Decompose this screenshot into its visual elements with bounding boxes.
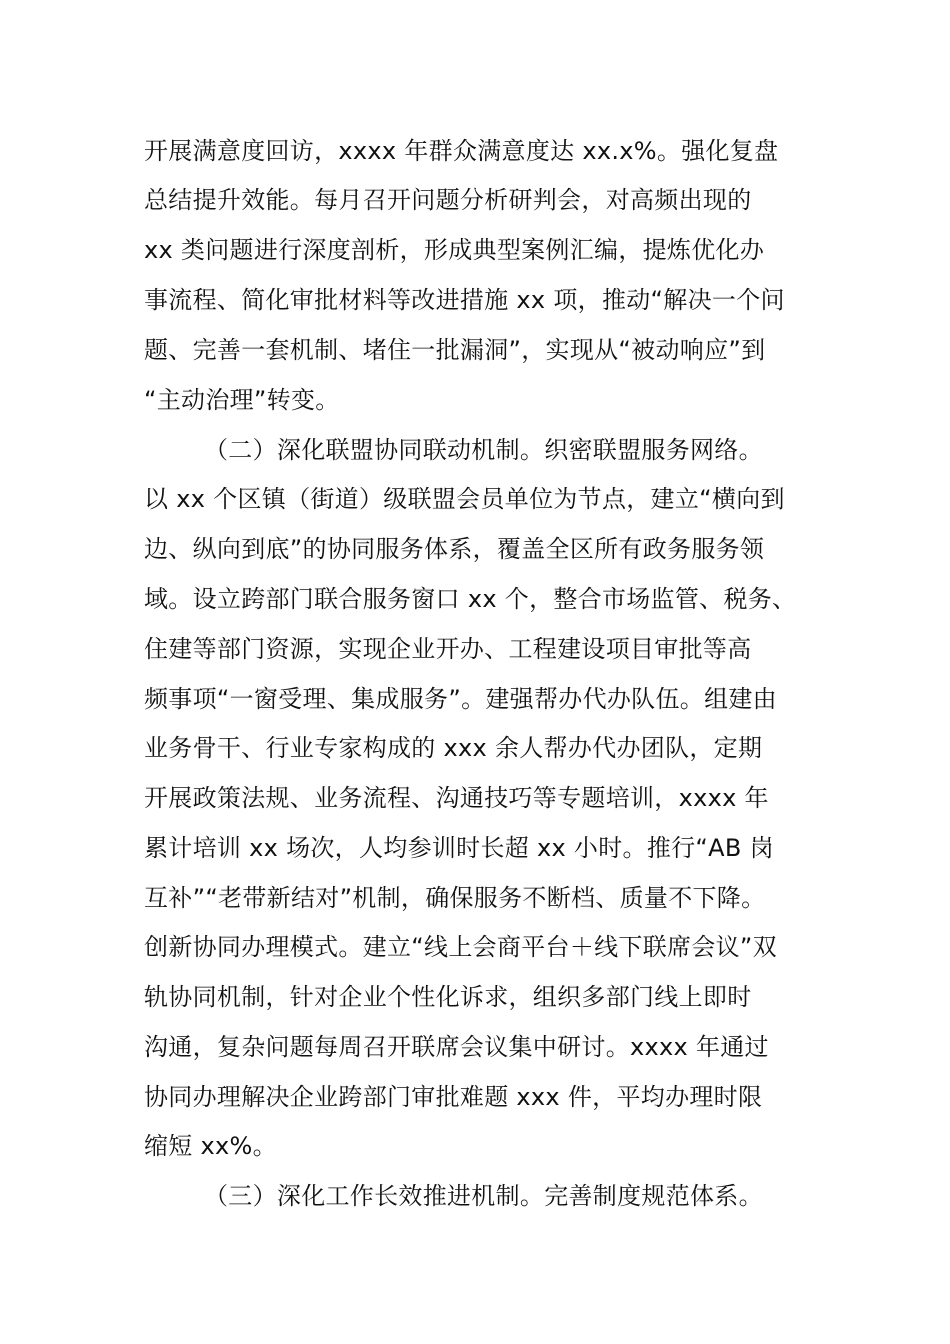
text-line: 以 xx 个区镇（街道）级联盟会员单位为节点，建立“横向到: [144, 485, 785, 513]
text-line: 频事项“一窗受理、集成服务”。建强帮办代办队伍。组建由: [144, 685, 777, 713]
text-line: 开展政策法规、业务流程、沟通技巧等专题培训，xxxx 年: [144, 784, 769, 812]
text-line: 缩短 xx%。: [144, 1132, 277, 1160]
text-line: 沟通，复杂问题每周召开联席会议集中研讨。xxxx 年通过: [144, 1033, 769, 1061]
text-line: 业务骨干、行业专家构成的 xxx 余人帮办代办团队，定期: [144, 734, 763, 762]
text-line: 互补”“老带新结对”机制，确保服务不断档、质量不下降。: [144, 884, 766, 912]
text-line: xx 类问题进行深度剖析，形成典型案例汇编，提炼优化办: [144, 236, 765, 264]
text-line: “主动治理”转变。: [144, 386, 340, 414]
text-line: 事流程、简化审批材料等改进措施 xx 项，推动“解决一个问: [144, 286, 785, 314]
text-line: 开展满意度回访，xxxx 年群众满意度达 xx.x%。强化复盘: [144, 137, 779, 165]
section-heading: （三）深化工作长效推进机制。完善制度规范体系。: [204, 1182, 763, 1210]
text-line: 总结提升效能。每月召开问题分析研判会，对高频出现的: [144, 186, 752, 214]
text-line: 题、完善一套机制、堵住一批漏洞”，实现从“被动响应”到: [144, 336, 766, 364]
text-line: 边、纵向到底”的协同服务体系，覆盖全区所有政务服务领: [144, 535, 765, 563]
text-line: 协同办理解决企业跨部门审批难题 xxx 件，平均办理时限: [144, 1083, 763, 1111]
text-line: 累计培训 xx 场次，人均参训时长超 xx 小时。推行“AB 岗: [144, 834, 774, 862]
text-line: 轨协同机制，针对企业个性化诉求，组织多部门线上即时: [144, 983, 752, 1011]
section-heading: （二）深化联盟协同联动机制。织密联盟服务网络。: [204, 436, 763, 464]
text-line: 住建等部门资源，实现企业开办、工程建设项目审批等高: [144, 635, 752, 663]
text-line: 创新协同办理模式。建立“线上会商平台＋线下联席会议”双: [144, 933, 777, 961]
text-line: 域。设立跨部门联合服务窗口 xx 个，整合市场监管、税务、: [144, 585, 797, 613]
